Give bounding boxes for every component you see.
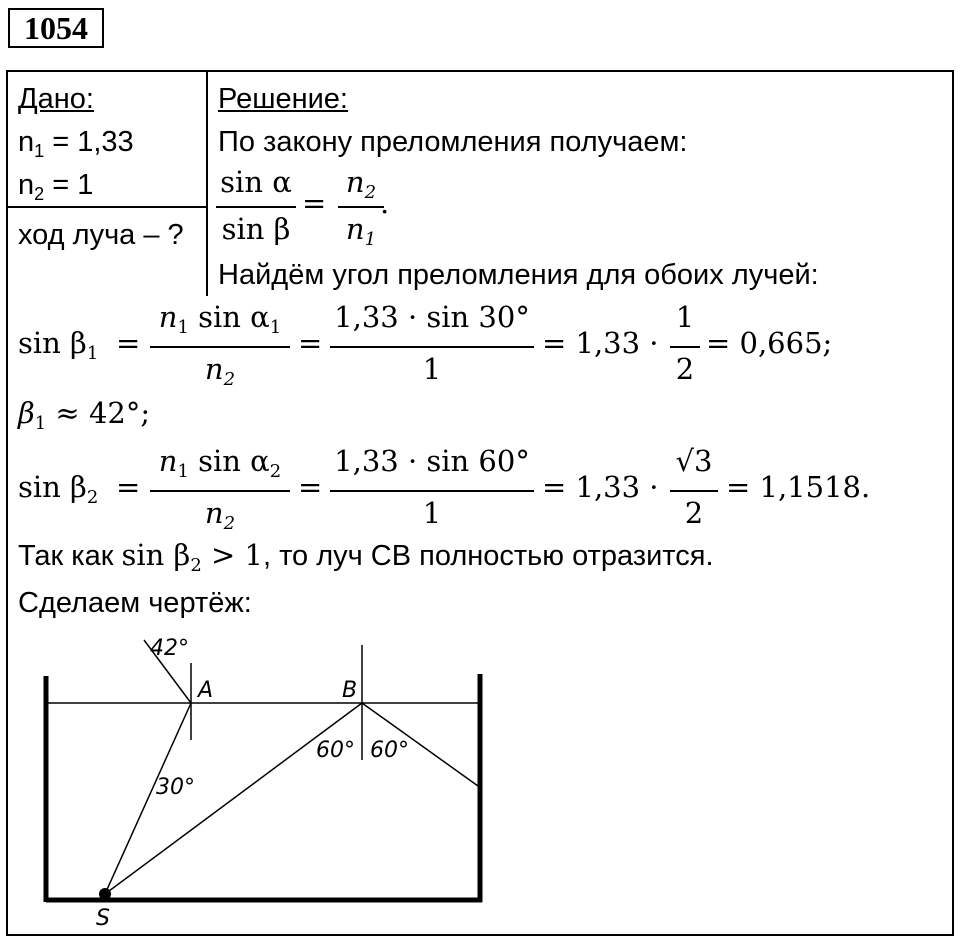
eq2-f1-numerator: $n_1$ $\sin \alpha_2$ <box>158 444 282 482</box>
eq1-f1-denominator: $n_2$ <box>204 352 236 390</box>
drawing-intro-text: Сделаем чертёж: <box>18 587 252 619</box>
law-numerator: sin α <box>220 165 292 199</box>
eq2-f2-denominator: 1 <box>422 496 442 530</box>
eq1-f3-denominator: 2 <box>675 352 695 386</box>
given-n2-value: = 1 <box>44 169 94 201</box>
eq2-equals-2: = <box>298 470 323 504</box>
law-denominator: sin β <box>221 212 291 246</box>
label-point-S: S <box>96 906 110 931</box>
given-n1-value: = 1,33 <box>44 126 134 158</box>
eq1-lhs: $\sin \beta_1$ <box>18 326 99 364</box>
ray-S-to-B <box>105 703 362 894</box>
label-point-B: B <box>342 678 358 703</box>
label-60-degrees-left: 60° <box>316 738 355 763</box>
eq1-mid: = 1,33 · <box>542 326 659 360</box>
given-n2-subscript: 2 <box>34 184 45 204</box>
given-n1-symbol: n <box>18 126 35 158</box>
given-n2-symbol: n <box>18 169 35 201</box>
label-point-A: A <box>198 678 214 703</box>
eq1-equals: = <box>116 326 141 360</box>
eq1-equals-2: = <box>298 326 323 360</box>
law-rhs-denominator: $n_1$ <box>345 212 377 250</box>
eq1-f1-numerator: $n_1$ $\sin \alpha_1$ <box>158 300 282 338</box>
eq1-f2-denominator: 1 <box>422 352 442 386</box>
problem-number: 1054 <box>8 8 104 48</box>
eq2-f3-numerator: √3 <box>675 444 713 478</box>
law-period: . <box>380 186 390 220</box>
solution-header: Решение: <box>218 83 348 115</box>
eq2-equals: = <box>116 470 141 504</box>
beta1-result: $\beta_1 \approx 42^\circ$; <box>18 396 151 434</box>
eq2-lhs: $\sin \beta_2$ <box>18 470 99 508</box>
given-header: Дано: <box>18 83 94 115</box>
eq1-f2-numerator: 1,33 · sin 30° <box>334 300 530 334</box>
given-find: ход луча – ? <box>18 219 184 251</box>
law-equals: = <box>302 186 327 220</box>
find-angle-text: Найдём угол преломления для обоих лучей: <box>218 259 819 291</box>
conclusion-text: Так как $\sin \beta_2 > 1$, то луч CB полностью отразится. <box>18 538 714 576</box>
eq1-f3-numerator: 1 <box>675 300 695 334</box>
law-rhs-numerator: $n_2$ <box>345 165 377 203</box>
eq2-f2-numerator: 1,33 · sin 60° <box>334 444 530 478</box>
label-30-degrees: 30° <box>156 775 195 800</box>
given-n1-subscript: 1 <box>34 141 45 161</box>
eq2-f1-denominator: $n_2$ <box>204 496 236 534</box>
eq1-result: = 0,665; <box>706 326 833 360</box>
label-60-degrees-right: 60° <box>370 738 409 763</box>
eq2-f3-denominator: 2 <box>684 496 704 530</box>
source-point-S <box>99 888 111 900</box>
eq2-mid: = 1,33 · <box>542 470 659 504</box>
eq2-result: = 1,1518. <box>726 470 871 504</box>
label-42-degrees: 42° <box>150 636 189 661</box>
law-text: По закону преломления получаем: <box>218 126 688 158</box>
